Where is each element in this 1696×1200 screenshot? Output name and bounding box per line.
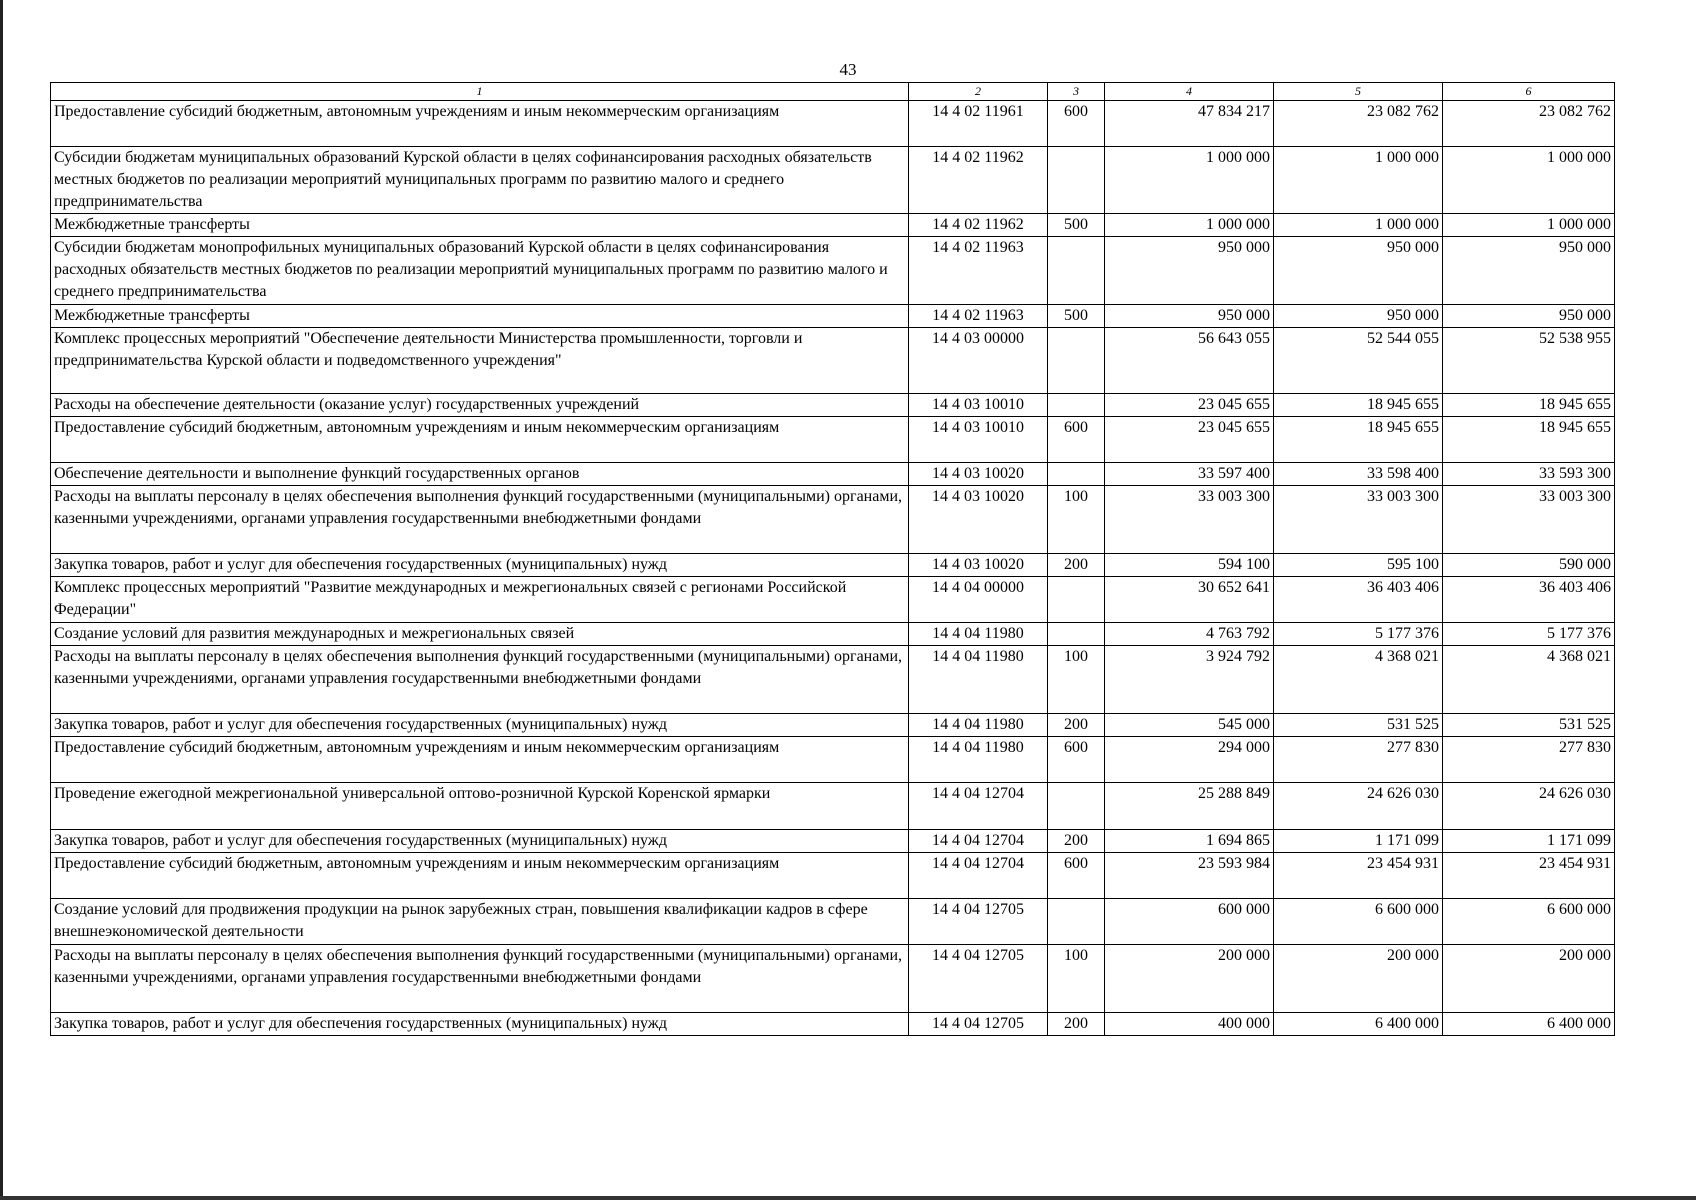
row-code-cell: 14 4 02 11962 — [909, 147, 1048, 214]
row-expense-type-cell: 100 — [1048, 486, 1105, 554]
table-row — [51, 783, 1615, 830]
row-expense-type-cell — [1048, 623, 1105, 646]
table-row — [51, 1013, 1615, 1036]
row-amount-2-cell: 950 000 — [1274, 237, 1443, 305]
row-amount-1-cell: 56 643 055 — [1105, 328, 1274, 394]
row-amount-3-cell: 6 600 000 — [1443, 899, 1615, 945]
row-name-cell: Субсидии бюджетам муниципальных образований Курской области в целях софинансирования расходных обязательств местных бюджетов по реализации мероприятий муниципальных программ по развитию малого и среднего предпринимательства — [51, 147, 909, 214]
row-expense-type-cell: 500 — [1048, 214, 1105, 237]
row-code-cell: 14 4 04 11980 — [909, 623, 1048, 646]
row-amount-3-cell: 531 525 — [1443, 714, 1615, 737]
row-amount-1-cell: 23 045 655 — [1105, 394, 1274, 417]
row-code-cell: 14 4 02 11963 — [909, 305, 1048, 328]
row-expense-type-cell: 600 — [1048, 853, 1105, 899]
row-amount-1-cell: 30 652 641 — [1105, 577, 1274, 623]
row-amount-2-cell: 950 000 — [1274, 305, 1443, 328]
row-amount-2-cell: 33 598 400 — [1274, 463, 1443, 486]
table-row — [51, 830, 1615, 853]
row-code-cell: 14 4 03 10010 — [909, 417, 1048, 463]
row-code-cell: 14 4 03 10010 — [909, 394, 1048, 417]
row-code-cell: 14 4 02 11962 — [909, 214, 1048, 237]
row-amount-2-cell: 1 000 000 — [1274, 147, 1443, 214]
table-row — [51, 646, 1615, 714]
row-name-cell: Предоставление субсидий бюджетным, автономным учреждениям и иным некоммерческим организациям — [51, 737, 909, 783]
row-code-cell: 14 4 02 11963 — [909, 237, 1048, 305]
row-amount-1-cell: 1 694 865 — [1105, 830, 1274, 853]
row-expense-type-cell — [1048, 783, 1105, 830]
row-amount-1-cell: 4 763 792 — [1105, 623, 1274, 646]
row-name-cell: Комплекс процессных мероприятий "Обеспечение деятельности Министерства промышленности, торговли и предпринимательства Курской области и подведомственного учреждения" — [51, 328, 909, 394]
row-name-cell: Предоставление субсидий бюджетным, автономным учреждениям и иным некоммерческим организациям — [51, 853, 909, 899]
row-code-cell: 14 4 03 10020 — [909, 554, 1048, 577]
row-amount-3-cell: 18 945 655 — [1443, 394, 1615, 417]
row-amount-1-cell: 47 834 217 — [1105, 101, 1274, 147]
row-code-cell: 14 4 04 12704 — [909, 783, 1048, 830]
row-amount-3-cell: 4 368 021 — [1443, 646, 1615, 714]
row-amount-3-cell: 590 000 — [1443, 554, 1615, 577]
row-expense-type-cell: 100 — [1048, 646, 1105, 714]
page-number: 43 — [839, 60, 857, 79]
table-row — [51, 623, 1615, 646]
row-code-cell: 14 4 04 12705 — [909, 945, 1048, 1013]
row-code-cell: 14 4 02 11961 — [909, 101, 1048, 147]
column-header: 1 — [51, 83, 909, 101]
row-amount-2-cell: 33 003 300 — [1274, 486, 1443, 554]
row-name-cell: Расходы на выплаты персоналу в целях обеспечения выполнения функций государственными (муниципальными) органами, казенными учреждениями, органами управления государственными внебюджетными фондами — [51, 486, 909, 554]
row-expense-type-cell — [1048, 463, 1105, 486]
row-amount-1-cell: 200 000 — [1105, 945, 1274, 1013]
row-amount-2-cell: 6 400 000 — [1274, 1013, 1443, 1036]
column-header: 2 — [909, 83, 1048, 101]
row-code-cell: 14 4 04 12704 — [909, 830, 1048, 853]
row-name-cell: Комплекс процессных мероприятий "Развитие международных и межрегиональных связей с регионами Российской Федерации" — [51, 577, 909, 623]
column-header: 3 — [1048, 83, 1105, 101]
row-amount-2-cell: 18 945 655 — [1274, 417, 1443, 463]
row-amount-1-cell: 33 003 300 — [1105, 486, 1274, 554]
row-amount-1-cell: 23 593 984 — [1105, 853, 1274, 899]
row-amount-2-cell: 6 600 000 — [1274, 899, 1443, 945]
table-row — [51, 147, 1615, 214]
row-amount-2-cell: 24 626 030 — [1274, 783, 1443, 830]
row-expense-type-cell: 200 — [1048, 1013, 1105, 1036]
column-header: 6 — [1443, 83, 1615, 101]
row-amount-1-cell: 25 288 849 — [1105, 783, 1274, 830]
row-amount-1-cell: 950 000 — [1105, 305, 1274, 328]
row-amount-2-cell: 1 000 000 — [1274, 214, 1443, 237]
table-row — [51, 463, 1615, 486]
row-name-cell: Создание условий для развития международных и межрегиональных связей — [51, 623, 909, 646]
row-name-cell: Закупка товаров, работ и услуг для обеспечения государственных (муниципальных) нужд — [51, 1013, 909, 1036]
row-amount-2-cell: 52 544 055 — [1274, 328, 1443, 394]
table-row — [51, 899, 1615, 945]
row-name-cell: Закупка товаров, работ и услуг для обеспечения государственных (муниципальных) нужд — [51, 830, 909, 853]
row-amount-2-cell: 23 454 931 — [1274, 853, 1443, 899]
row-amount-3-cell: 36 403 406 — [1443, 577, 1615, 623]
row-name-cell: Закупка товаров, работ и услуг для обеспечения государственных (муниципальных) нужд — [51, 554, 909, 577]
table-row — [51, 417, 1615, 463]
table-row — [51, 328, 1615, 394]
row-amount-2-cell: 23 082 762 — [1274, 101, 1443, 147]
row-name-cell: Субсидии бюджетам монопрофильных муниципальных образований Курской области в целях софинансирования расходных обязательств местных бюджетов по реализации мероприятий муниципальных программ по развитию малого и среднего предпринимательства — [51, 237, 909, 305]
row-amount-3-cell: 5 177 376 — [1443, 623, 1615, 646]
row-expense-type-cell: 100 — [1048, 945, 1105, 1013]
row-amount-1-cell: 950 000 — [1105, 237, 1274, 305]
row-amount-3-cell: 52 538 955 — [1443, 328, 1615, 394]
row-amount-3-cell: 23 454 931 — [1443, 853, 1615, 899]
row-amount-3-cell: 1 000 000 — [1443, 147, 1615, 214]
table-row — [51, 577, 1615, 623]
row-expense-type-cell: 600 — [1048, 101, 1105, 147]
row-name-cell: Межбюджетные трансферты — [51, 305, 909, 328]
row-amount-1-cell: 294 000 — [1105, 737, 1274, 783]
row-code-cell: 14 4 04 12705 — [909, 899, 1048, 945]
row-amount-3-cell: 1 000 000 — [1443, 214, 1615, 237]
row-name-cell: Межбюджетные трансферты — [51, 214, 909, 237]
row-code-cell: 14 4 04 11980 — [909, 737, 1048, 783]
row-amount-1-cell: 600 000 — [1105, 899, 1274, 945]
row-expense-type-cell: 200 — [1048, 830, 1105, 853]
table-row — [51, 101, 1615, 147]
row-expense-type-cell: 600 — [1048, 417, 1105, 463]
row-expense-type-cell: 200 — [1048, 554, 1105, 577]
row-amount-2-cell: 595 100 — [1274, 554, 1443, 577]
row-amount-1-cell: 594 100 — [1105, 554, 1274, 577]
row-amount-1-cell: 400 000 — [1105, 1013, 1274, 1036]
row-expense-type-cell: 500 — [1048, 305, 1105, 328]
budget-table — [50, 82, 1615, 1036]
row-code-cell: 14 4 04 00000 — [909, 577, 1048, 623]
row-amount-3-cell: 6 400 000 — [1443, 1013, 1615, 1036]
table-row — [51, 394, 1615, 417]
row-amount-3-cell: 18 945 655 — [1443, 417, 1615, 463]
row-code-cell: 14 4 03 10020 — [909, 486, 1048, 554]
column-header: 5 — [1274, 83, 1443, 101]
row-amount-3-cell: 23 082 762 — [1443, 101, 1615, 147]
row-name-cell: Расходы на обеспечение деятельности (оказание услуг) государственных учреждений — [51, 394, 909, 417]
row-amount-2-cell: 531 525 — [1274, 714, 1443, 737]
row-expense-type-cell: 200 — [1048, 714, 1105, 737]
table-row — [51, 305, 1615, 328]
row-name-cell: Закупка товаров, работ и услуг для обеспечения государственных (муниципальных) нужд — [51, 714, 909, 737]
row-amount-2-cell: 277 830 — [1274, 737, 1443, 783]
table-row — [51, 853, 1615, 899]
row-amount-1-cell: 33 597 400 — [1105, 463, 1274, 486]
row-amount-1-cell: 1 000 000 — [1105, 147, 1274, 214]
row-amount-2-cell: 5 177 376 — [1274, 623, 1443, 646]
row-name-cell: Обеспечение деятельности и выполнение функций государственных органов — [51, 463, 909, 486]
row-name-cell: Предоставление субсидий бюджетным, автономным учреждениям и иным некоммерческим организациям — [51, 417, 909, 463]
row-name-cell: Создание условий для продвижения продукции на рынок зарубежных стран, повышения квалификации кадров в сфере внешнеэкономической деятельности — [51, 899, 909, 945]
row-expense-type-cell: 600 — [1048, 737, 1105, 783]
scan-bottom-edge — [0, 1196, 1696, 1200]
row-code-cell: 14 4 04 12705 — [909, 1013, 1048, 1036]
row-expense-type-cell — [1048, 899, 1105, 945]
row-name-cell: Расходы на выплаты персоналу в целях обеспечения выполнения функций государственными (муниципальными) органами, казенными учреждениями, органами управления государственными внебюджетными фондами — [51, 945, 909, 1013]
row-code-cell: 14 4 03 00000 — [909, 328, 1048, 394]
row-amount-2-cell: 1 171 099 — [1274, 830, 1443, 853]
table-body — [51, 101, 1615, 1036]
table-row — [51, 486, 1615, 554]
row-amount-1-cell: 3 924 792 — [1105, 646, 1274, 714]
table-row — [51, 945, 1615, 1013]
row-amount-1-cell: 545 000 — [1105, 714, 1274, 737]
row-amount-3-cell: 24 626 030 — [1443, 783, 1615, 830]
row-code-cell: 14 4 03 10020 — [909, 463, 1048, 486]
row-code-cell: 14 4 04 11980 — [909, 714, 1048, 737]
row-code-cell: 14 4 04 11980 — [909, 646, 1048, 714]
row-name-cell: Проведение ежегодной межрегиональной универсальной оптово-розничной Курской Коренской ярмарки — [51, 783, 909, 830]
row-amount-3-cell: 277 830 — [1443, 737, 1615, 783]
row-expense-type-cell — [1048, 237, 1105, 305]
row-amount-1-cell: 1 000 000 — [1105, 214, 1274, 237]
row-expense-type-cell — [1048, 394, 1105, 417]
table-row — [51, 214, 1615, 237]
column-number-row — [51, 83, 1615, 101]
row-expense-type-cell — [1048, 147, 1105, 214]
scan-left-edge — [0, 0, 3, 1200]
row-expense-type-cell — [1048, 577, 1105, 623]
row-amount-3-cell: 950 000 — [1443, 305, 1615, 328]
table-row — [51, 714, 1615, 737]
table-row — [51, 737, 1615, 783]
row-amount-2-cell: 4 368 021 — [1274, 646, 1443, 714]
row-amount-2-cell: 200 000 — [1274, 945, 1443, 1013]
row-expense-type-cell — [1048, 328, 1105, 394]
row-amount-2-cell: 18 945 655 — [1274, 394, 1443, 417]
row-name-cell: Предоставление субсидий бюджетным, автономным учреждениям и иным некоммерческим организациям — [51, 101, 909, 147]
row-amount-3-cell: 200 000 — [1443, 945, 1615, 1013]
row-code-cell: 14 4 04 12704 — [909, 853, 1048, 899]
table-row — [51, 554, 1615, 577]
row-amount-2-cell: 36 403 406 — [1274, 577, 1443, 623]
row-amount-3-cell: 33 593 300 — [1443, 463, 1615, 486]
table-row — [51, 237, 1615, 305]
row-amount-1-cell: 23 045 655 — [1105, 417, 1274, 463]
column-header: 4 — [1105, 83, 1274, 101]
row-amount-3-cell: 33 003 300 — [1443, 486, 1615, 554]
row-name-cell: Расходы на выплаты персоналу в целях обеспечения выполнения функций государственными (муниципальными) органами, казенными учреждениями, органами управления государственными внебюджетными фондами — [51, 646, 909, 714]
row-amount-3-cell: 950 000 — [1443, 237, 1615, 305]
row-amount-3-cell: 1 171 099 — [1443, 830, 1615, 853]
